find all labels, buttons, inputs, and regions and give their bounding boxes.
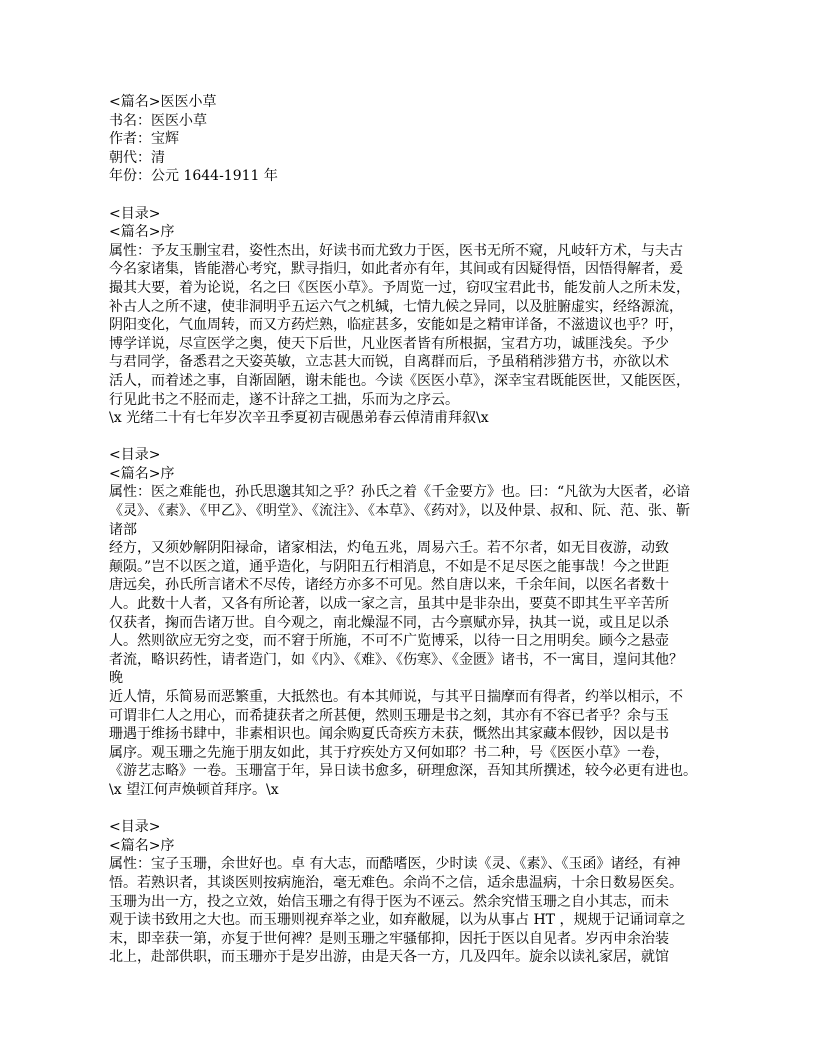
document-text [109, 93, 816, 967]
text-line: 人。此数十人者，又各有所论著，以成一家之言，虽其中是非杂出，要莫不即其生平辛苦所 [109, 596, 669, 613]
text-line: 撮其大要，着为论说，名之曰《医医小草》。予周览一过，窃叹宝君此书，能发前人之所未发， [109, 279, 690, 296]
text-line: 属性：宝子玉珊，余世好也。卓 有大志，而酷嗜医，少时读《灵、《素》、《玉函》诸经，有神 [109, 856, 681, 873]
text-line: 仅获者，掬而告诸万世。自今观之，南北燥湿不同，古今禀赋亦异，执其一说，或且足以杀 [109, 614, 669, 631]
text-line: 诸部 [109, 521, 137, 538]
section-preface-1 [109, 205, 816, 428]
markup-tag-line: <篇名>医医小草 [109, 94, 217, 110]
text-line: 年份：公元 1644-1911 年 [109, 168, 278, 185]
section-book-info [109, 93, 816, 186]
text-line: 观于读书致用之大也。而玉珊则视弃举之业，如弃敝屣，以为从事占 HT ，规规于记诵词章之 [109, 912, 686, 929]
text-line: 者流，略识药性，请者造门，如《内》、《难》、《伤寒》、《金匮》诸书，不一寓目，遑问其他？ [109, 651, 683, 668]
text-line: 《灵》、《素》、《甲乙》、《明堂》、《流注》、《本草》、《药对》，以及仲景、叔和、阮、范、张、靳 [109, 503, 690, 520]
text-line: 玉珊为出一方，投之立效，始信玉珊之有得于医为不诬云。然余究惜玉珊之自小其志，而未 [109, 893, 669, 910]
text-line: \x 光绪二十有七年岁次辛丑季夏初吉砚愚弟春云倬清甫拜叙\x [109, 410, 489, 427]
markup-tag-line: <目录> [109, 819, 161, 836]
text-line: 活人，而着述之事，自渐固陋，谢未能也。今读《医医小草》，深幸宝君既能医世，又能医医， [109, 372, 690, 389]
text-line: 悟。若熟识者，其谈医则按病施治，毫无难色。余尚不之信，适余患温病，十余日数易医矣。 [109, 874, 683, 891]
text-line: 《游艺志略》一卷。玉珊富于年，异日读书愈多，研理愈深，吾知其所撰述，较今必更有进也。 [109, 763, 697, 780]
markup-tag-line: <目录> [109, 205, 161, 222]
text-line: 与君同学，备悉君之天姿英敏，立志甚大而锐，自离群而后，予虽稍稍涉猎方书，亦欲以术 [109, 354, 669, 371]
text-line: \x 望江何声焕顿首拜序。\x [109, 781, 279, 798]
text-line: 末，即幸获一第，亦复于世何裨？是则玉珊之牢骚郁抑，因托于医以自见者。岁丙申余治装 [109, 930, 669, 947]
text-line: 晚 [109, 670, 123, 687]
text-line: 博学详说，尽宣医学之奥，使天下后世，凡业医者皆有所根据，宝君方功，诚匪浅矣。予少 [109, 335, 669, 352]
text-line: 经方，又须妙解阴阳禄命，诸家相法，灼龟五兆，周易六壬。若不尔者，如无目夜游，动致 [109, 540, 669, 557]
text-line: 作者：宝辉 [109, 131, 179, 148]
text-line: 属序。观玉珊之先施于朋友如此，其于疗疾处方又何如耶？书二种，号《医医小草》一卷， [109, 744, 669, 761]
text-line: 可谓非仁人之用心，而希捷获者之所甚便，然则玉珊是书之刻，其亦有不容已者乎？余与玉 [109, 707, 669, 724]
text-line: 书名：医医小草 [109, 112, 207, 129]
text-line: 朝代：清 [109, 149, 165, 166]
text-line: 阴阳变化，气血周转，而又方药烂熟，临症甚多，安能如是之精审详备，不滋遗议也乎？吁， [109, 317, 683, 334]
text-line: 颠陨。”岂不以医之道，通乎造化，与阴阳五行相消息，不如是不足尽医之能事哉！今之世距 [109, 558, 670, 575]
markup-tag-line: <篇名>序 [109, 837, 175, 854]
text-line: 属性：予友玉删宝君，姿性杰出，好读书而尤致力于医，医书无所不窥，凡岐轩方术，与夫古 [109, 242, 683, 259]
text-line: 唐远矣，孙氏所言诸术不尽传，诸经方亦多不可见。然自唐以来，千余年间，以医名者数十 [109, 577, 669, 594]
text-line: 今名家诸集，皆能潜心考究，默寻指归，如此者亦有年，其间或有因疑得悟，因悟得解者，爰 [109, 261, 683, 278]
markup-tag-line: <篇名>序 [109, 465, 175, 482]
text-line: 属性：医之难能也，孙氏思邈其知之乎？孙氏之着《千金要方》也。曰：“凡欲为大医者，必谙 [109, 484, 691, 501]
markup-tag-line: <目录> [109, 447, 161, 464]
section-preface-3 [109, 818, 816, 967]
text-line: 北上，赴部供职，而玉珊亦于是岁出游，由是天各一方，几及四年。旋余以读礼家居，就馆 [109, 949, 669, 966]
markup-tag-line: <篇名>序 [109, 224, 175, 241]
text-line: 近人情，乐简易而恶繁重，大抵然也。有本其师说，与其平日揣摩而有得者，约举以相示，不 [109, 689, 683, 705]
text-line: 行见此书之不胫而走，遂不计辞之工拙，乐而为之序云。 [109, 391, 459, 408]
text-line: 人。然则欲应无穷之变，而不窘于所施，不可不广览博采，以待一日之用明矣。顾今之悬壶 [109, 633, 669, 650]
text-line: 补古人之所不逮，使非洞明乎五运六气之机缄，七情九候之异同，以及脏腑虚实，经络源流， [109, 298, 683, 315]
section-preface-2 [109, 446, 816, 799]
text-line: 珊遇于维扬书肆中，非素相识也。闻余购夏氏奇疾方未获，慨然出其家藏本假钞，因以是书 [109, 726, 669, 743]
